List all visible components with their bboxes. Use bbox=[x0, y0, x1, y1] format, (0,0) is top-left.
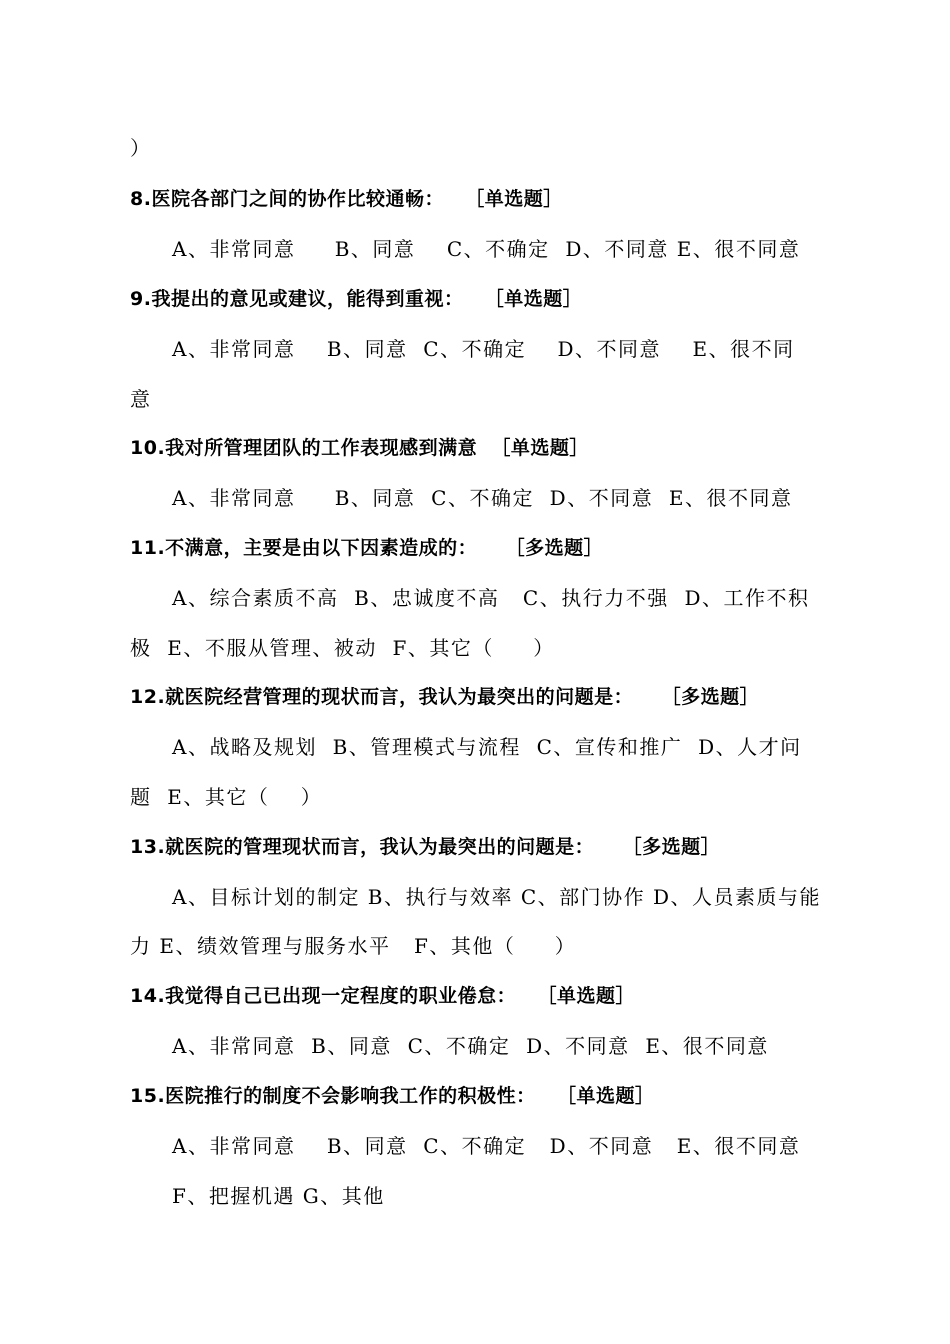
options-13: A、目标计划的制定 B、执行与效率 C、部门协作 D、人员素质与能 bbox=[172, 885, 822, 909]
question-15: 15.医院推行的制度不会影响我工作的积极性： ［单选题］ bbox=[130, 1085, 655, 1107]
options-13-continued: 力 E、绩效管理与服务水平 F、其他（ ） bbox=[130, 934, 577, 958]
question-9: 9.我提出的意见或建议，能得到重视： ［单选题］ bbox=[130, 288, 583, 310]
options-15-continued: F、把握机遇 G、其他 bbox=[172, 1184, 385, 1208]
options-14: A、非常同意 B、同意 C、不确定 D、不同意 E、很不同意 bbox=[172, 1034, 769, 1058]
question-10: 10.我对所管理团队的工作表现感到满意 ［单选题］ bbox=[130, 437, 589, 459]
options-12: A、战略及规划 B、管理模式与流程 C、宣传和推广 D、人才问 bbox=[172, 735, 802, 759]
question-11: 11.不满意，主要是由以下因素造成的： ［多选题］ bbox=[130, 537, 604, 559]
options-10: A、非常同意 B、同意 C、不确定 D、不同意 E、很不同意 bbox=[172, 486, 793, 510]
options-11-continued: 极 E、不服从管理、被动 F、其它（ ） bbox=[130, 636, 555, 660]
options-11: A、综合素质不高 B、忠诚度不高 C、执行力不强 D、工作不积 bbox=[172, 586, 810, 610]
question-8: 8.医院各部门之间的协作比较通畅： ［单选题］ bbox=[130, 188, 563, 210]
options-15: A、非常同意 B、同意 C、不确定 D、不同意 E、很不同意 bbox=[172, 1134, 801, 1158]
question-13: 13.就医院的管理现状而言，我认为最突出的问题是： ［多选题］ bbox=[130, 836, 721, 858]
question-12: 12.就医院经营管理的现状而言，我认为最突出的问题是： ［多选题］ bbox=[130, 686, 760, 708]
options-12-continued: 题 E、其它（ ） bbox=[130, 785, 323, 809]
question-14: 14.我觉得自己已出现一定程度的职业倦怠： ［单选题］ bbox=[130, 985, 636, 1007]
options-9-continued: 意 bbox=[130, 387, 152, 411]
options-9: A、非常同意 B、同意 C、不确定 D、不同意 E、很不同 bbox=[172, 337, 795, 361]
options-8: A、非常同意 B、同意 C、不确定 D、不同意 E、很不同意 bbox=[172, 237, 801, 261]
text-line: ） bbox=[130, 136, 152, 160]
